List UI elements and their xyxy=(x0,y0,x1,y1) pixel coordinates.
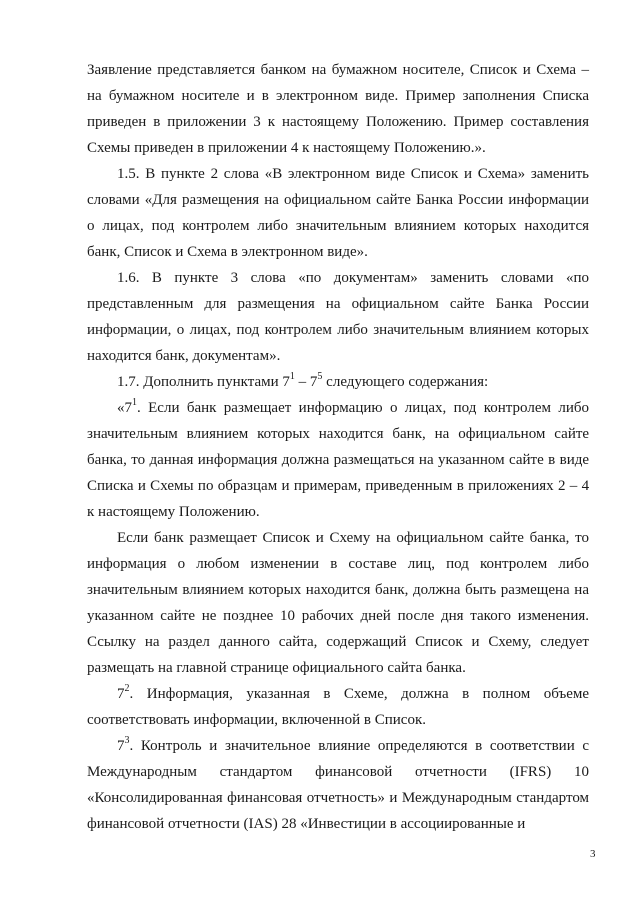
paragraph-1-6: 1.6. В пункте 3 слова «по документам» заменить словами «по представленным для размещения на официальном сайте Банка России информации, о лицах, под контролем либо значительным влиянием которых находится банк, документам». xyxy=(87,270,589,364)
paragraph-7-3: $7^3$. Контроль и значительное влияние определяются в соответствии с Международным стандартом финансовой отчетности (IFRS) 10 «Консолидированная финансовая отчетность» и Международным стандартом финансовой отчетности (IAS) 28 «Инвестиции в ассоциированные и xyxy=(87,735,590,832)
paragraph-7-1: «$7^1$. Если банк размещает информацию о лицах, под контролем либо значительным влиянием которых находится банк, на официальном сайте банка, то данная информация должна размещаться на указанном сайте в виде Списка и Схемы по образцам и примерам, приведенным в приложениях 2 – 4 к настоящему Положению. xyxy=(87,397,590,520)
paragraph-7-1-continued: Если банк размещает Список и Схему на официальном сайте банка, то информация о любом изменении в составе лиц, под контролем либо значительным влиянием которых находится банк, должна быть размещена на указанном сайте не позднее 10 рабочих дней после дня такого изменения. Ссылку на раздел данного сайта, содержащий Список и Схему, следует размещать на главной странице официального сайта банка. xyxy=(87,530,589,676)
page-number: 3 xyxy=(590,848,596,860)
paragraph-7-2: $7^2$. Информация, указанная в Схеме, должна в полном объеме соответствовать информации, включенной в Список. xyxy=(87,683,590,728)
paragraph-1: Заявление представляется банком на бумажном носителе, Список и Схема – на бумажном носителе и в электронном виде. Пример заполнения Списка приведен в приложении 3 к настоящему Положению. Пример составления Схемы приведен в приложении 4 к настоящему Положению.». xyxy=(87,62,589,156)
paragraph-1-5: 1.5. В пункте 2 слова «В электронном виде Список и Схема» заменить словами «Для размещения на официальном сайте Банка России информации о лицах, под контролем либо значительным влиянием которых находится банк, Список и Схема в электронном виде». xyxy=(87,166,589,260)
paragraph-1-7: 1.7. Дополнить пунктами $7^1 - 7^5$ следующего содержания: xyxy=(117,371,489,390)
